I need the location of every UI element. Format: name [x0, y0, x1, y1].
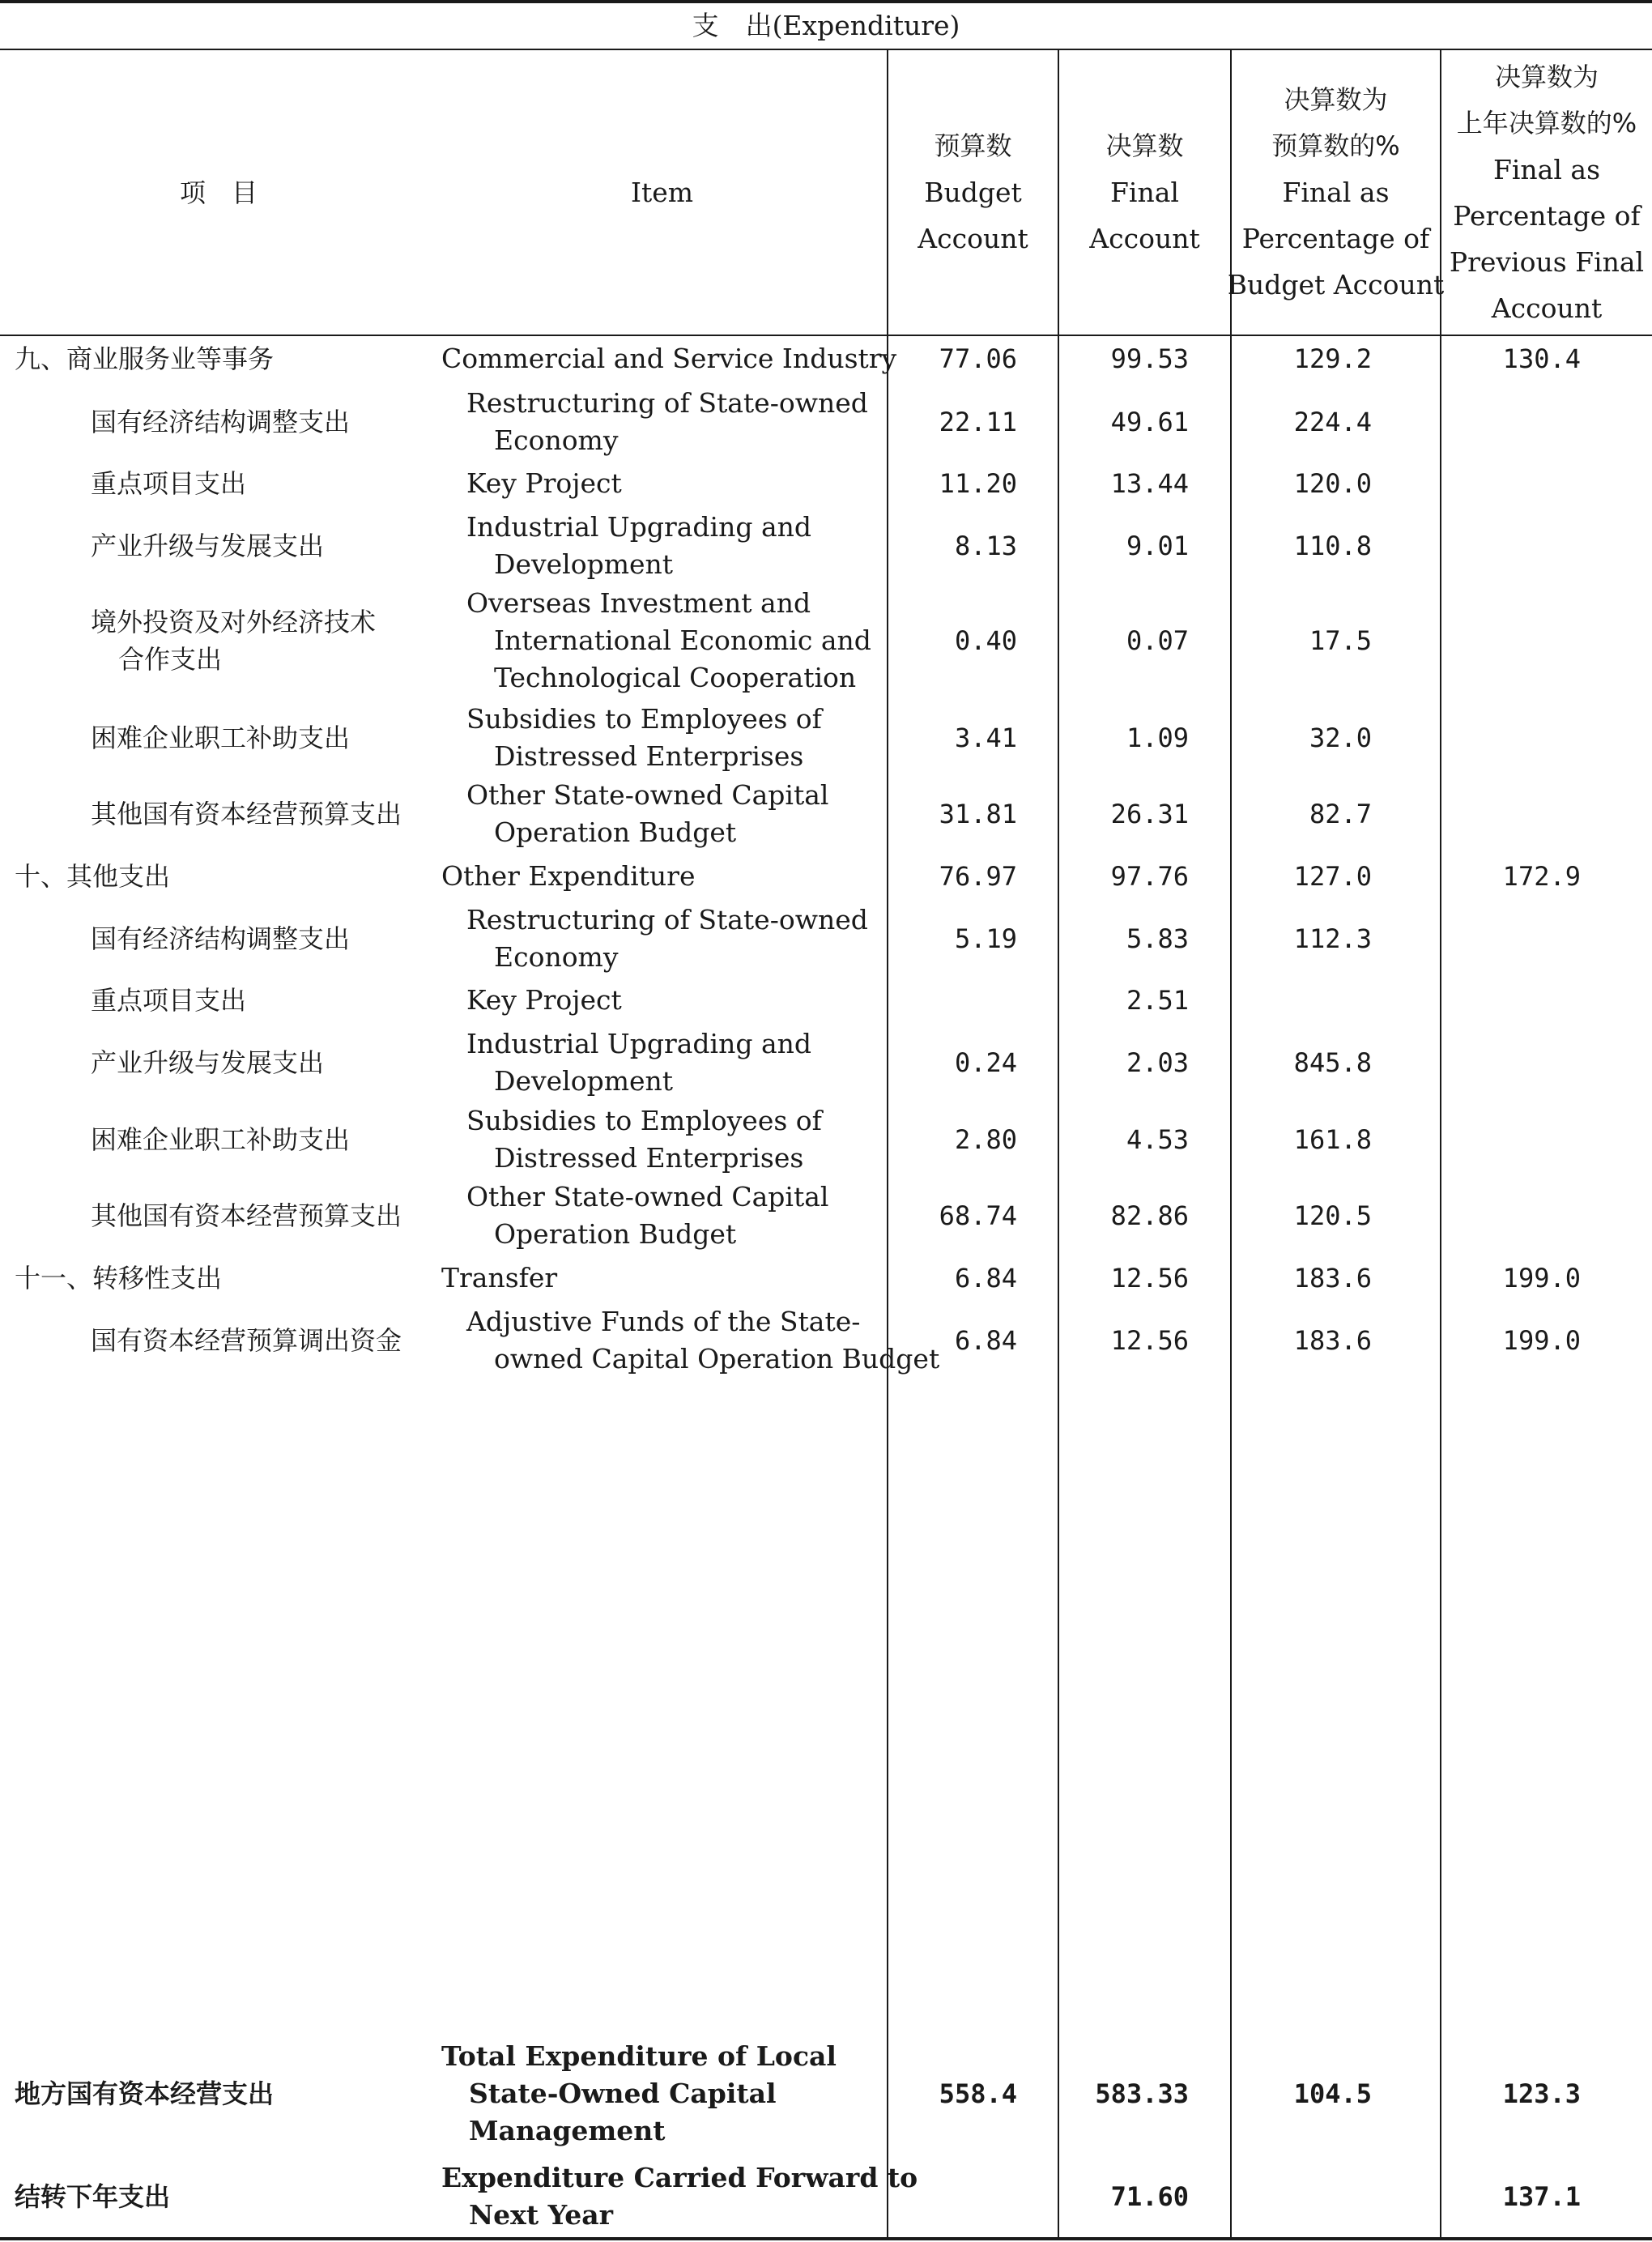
- row-item-cn: 十一、转移性支出: [15, 1263, 223, 1294]
- row-item-en: Other State-owned Capital Operation Budget: [466, 779, 829, 848]
- header-item-cn: 项 目: [179, 177, 258, 208]
- row-pct-prev-value: [1441, 901, 1581, 976]
- row-final-value: 82.86: [1110, 1200, 1189, 1231]
- row-pct-budget-value: 17.5: [1309, 625, 1372, 656]
- row-item-cn: 结转下年支出: [15, 2181, 171, 2212]
- row-pct-budget-value: 129.2: [1293, 343, 1372, 374]
- row-pct-budget-value: [1232, 979, 1372, 1021]
- row-pct-prev-value: 123.3: [1502, 2078, 1581, 2109]
- row-item-cn: 困难企业职工补助支出: [91, 722, 351, 753]
- row-item-en: Other State-owned Capital Operation Budget: [466, 1181, 829, 1250]
- row-item-en: Subsidies to Employees of Distressed Enterprises: [466, 1105, 822, 1174]
- row-pct-prev-value: 137.1: [1502, 2181, 1581, 2212]
- row-item-en: Industrial Upgrading and Development: [466, 1028, 812, 1097]
- row-budget-value: 22.11: [939, 407, 1017, 437]
- row-item-cn: 重点项目支出: [91, 468, 247, 499]
- row-budget-value: 76.97: [939, 861, 1017, 892]
- row-budget-value: 0.40: [954, 625, 1017, 656]
- row-pct-prev-value: [1441, 385, 1581, 459]
- row-item-cn: 重点项目支出: [91, 985, 247, 1016]
- row-pct-budget-value: 112.3: [1293, 923, 1372, 954]
- row-budget-value: [888, 2159, 1017, 2234]
- row-item-cn: 国有资本经营预算调出资金: [91, 1325, 402, 1356]
- row-budget-value: 558.4: [939, 2078, 1017, 2109]
- row-item-en: Key Project: [466, 984, 622, 1016]
- row-final-value: 1.09: [1126, 722, 1189, 753]
- row-pct-budget-value: 110.8: [1293, 531, 1372, 561]
- row-item-cn: 困难企业职工补助支出: [91, 1124, 351, 1155]
- row-pct-prev-value: [1441, 1179, 1581, 1253]
- row-pct-prev-value: 172.9: [1502, 861, 1581, 892]
- row-item-en: Subsidies to Employees of Distressed Enterprises: [466, 703, 822, 772]
- row-pct-budget-value: [1232, 2159, 1372, 2234]
- row-pct-prev-value: [1441, 1025, 1581, 1100]
- row-item-en: Adjustive Funds of the State- owned Capital Operation Budget: [466, 1306, 940, 1375]
- row-budget-value: 3.41: [954, 722, 1017, 753]
- row-item-cn: 国有经济结构调整支出: [91, 407, 351, 437]
- row-item-cn: 十、其他支出: [15, 861, 171, 892]
- row-item-en: Total Expenditure of Local State-Owned Capital Management: [441, 2040, 837, 2146]
- row-item-en: Transfer: [441, 1262, 558, 1294]
- row-pct-prev-value: [1441, 701, 1581, 775]
- row-final-value: 71.60: [1110, 2181, 1189, 2212]
- row-budget-value: 6.84: [954, 1325, 1017, 1356]
- row-item-en: Industrial Upgrading and Development: [466, 511, 812, 580]
- row-final-value: 13.44: [1110, 468, 1189, 499]
- row-final-value: 4.53: [1126, 1124, 1189, 1155]
- row-item-en: Restructuring of State-owned Economy: [466, 904, 868, 973]
- row-final-value: 26.31: [1110, 799, 1189, 829]
- row-item-cn: 其他国有资本经营预算支出: [91, 799, 402, 829]
- row-pct-budget-value: 161.8: [1293, 1124, 1372, 1155]
- row-item-en: Expenditure Carried Forward to Next Year: [441, 2162, 918, 2231]
- row-pct-budget-value: 183.6: [1293, 1263, 1372, 1294]
- row-budget-value: 6.84: [954, 1263, 1017, 1294]
- row-final-value: 97.76: [1110, 861, 1189, 892]
- row-item-en: Restructuring of State-owned Economy: [466, 387, 868, 456]
- row-pct-budget-value: 104.5: [1293, 2078, 1372, 2109]
- row-pct-prev-value: [1441, 509, 1581, 583]
- row-item-cn: 其他国有资本经营预算支出: [91, 1200, 402, 1231]
- row-pct-budget-value: 183.6: [1293, 1325, 1372, 1356]
- row-item-cn: 境外投资及对外经济技术 合作支出: [91, 607, 377, 675]
- row-final-value: 583.33: [1095, 2078, 1189, 2109]
- row-item-cn: 九、商业服务业等事务: [15, 343, 275, 374]
- row-pct-prev-value: [1441, 462, 1581, 505]
- header-budget: 预算数 Budget Account: [918, 130, 1028, 254]
- row-item-en: Other Expenditure: [441, 860, 696, 892]
- table-title: 支 出(Expenditure): [692, 10, 960, 41]
- row-budget-value: [888, 979, 1017, 1021]
- row-item-cn: 地方国有资本经营支出: [15, 2078, 275, 2109]
- row-final-value: 5.83: [1126, 923, 1189, 954]
- row-budget-value: 11.20: [939, 468, 1017, 499]
- row-item-cn: 产业升级与发展支出: [91, 531, 325, 561]
- row-final-value: 2.51: [1126, 985, 1189, 1016]
- row-final-value: 12.56: [1110, 1263, 1189, 1294]
- row-budget-value: 77.06: [939, 343, 1017, 374]
- row-pct-prev-value: [1441, 1102, 1581, 1177]
- row-item-cn: 产业升级与发展支出: [91, 1047, 325, 1078]
- row-item-en: Key Project: [466, 467, 622, 499]
- row-pct-prev-value: [1441, 777, 1581, 851]
- row-final-value: 49.61: [1110, 407, 1189, 437]
- header-final: 决算数 Final Account: [1089, 130, 1200, 254]
- header-pct-budget: 决算数为 预算数的% Final as Percentage of Budget Account: [1227, 84, 1445, 300]
- row-final-value: 12.56: [1110, 1325, 1189, 1356]
- row-budget-value: 2.80: [954, 1124, 1017, 1155]
- row-pct-budget-value: 120.0: [1293, 468, 1372, 499]
- row-pct-budget-value: 120.5: [1293, 1200, 1372, 1231]
- row-budget-value: 0.24: [954, 1047, 1017, 1078]
- header-divider: [0, 335, 1652, 336]
- row-pct-budget-value: 82.7: [1309, 799, 1372, 829]
- row-item-cn: 国有经济结构调整支出: [91, 923, 351, 954]
- row-pct-budget-value: 845.8: [1293, 1047, 1372, 1078]
- row-budget-value: 31.81: [939, 799, 1017, 829]
- row-final-value: 99.53: [1110, 343, 1189, 374]
- row-budget-value: 5.19: [954, 923, 1017, 954]
- row-pct-prev-value: 130.4: [1502, 343, 1581, 374]
- row-pct-budget-value: 32.0: [1309, 722, 1372, 753]
- row-pct-prev-value: [1441, 584, 1581, 697]
- row-pct-prev-value: [1441, 979, 1581, 1021]
- row-final-value: 2.03: [1126, 1047, 1189, 1078]
- row-pct-budget-value: 224.4: [1293, 407, 1372, 437]
- row-budget-value: 8.13: [954, 531, 1017, 561]
- row-final-value: 0.07: [1126, 625, 1189, 656]
- row-pct-prev-value: 199.0: [1502, 1325, 1581, 1356]
- row-pct-prev-value: 199.0: [1502, 1263, 1581, 1294]
- row-item-en: Commercial and Service Industry: [441, 343, 897, 374]
- header-item-en: Item: [630, 176, 694, 208]
- bottom-border: [0, 2237, 1652, 2240]
- row-pct-budget-value: 127.0: [1293, 861, 1372, 892]
- row-item-en: Overseas Investment and International Economic and Technological Cooperation: [466, 587, 871, 693]
- row-budget-value: 68.74: [939, 1200, 1017, 1231]
- row-final-value: 9.01: [1126, 531, 1189, 561]
- header-pct-prev: 决算数为 上年决算数的% Final as Percentage of Previous Final Account: [1449, 61, 1645, 324]
